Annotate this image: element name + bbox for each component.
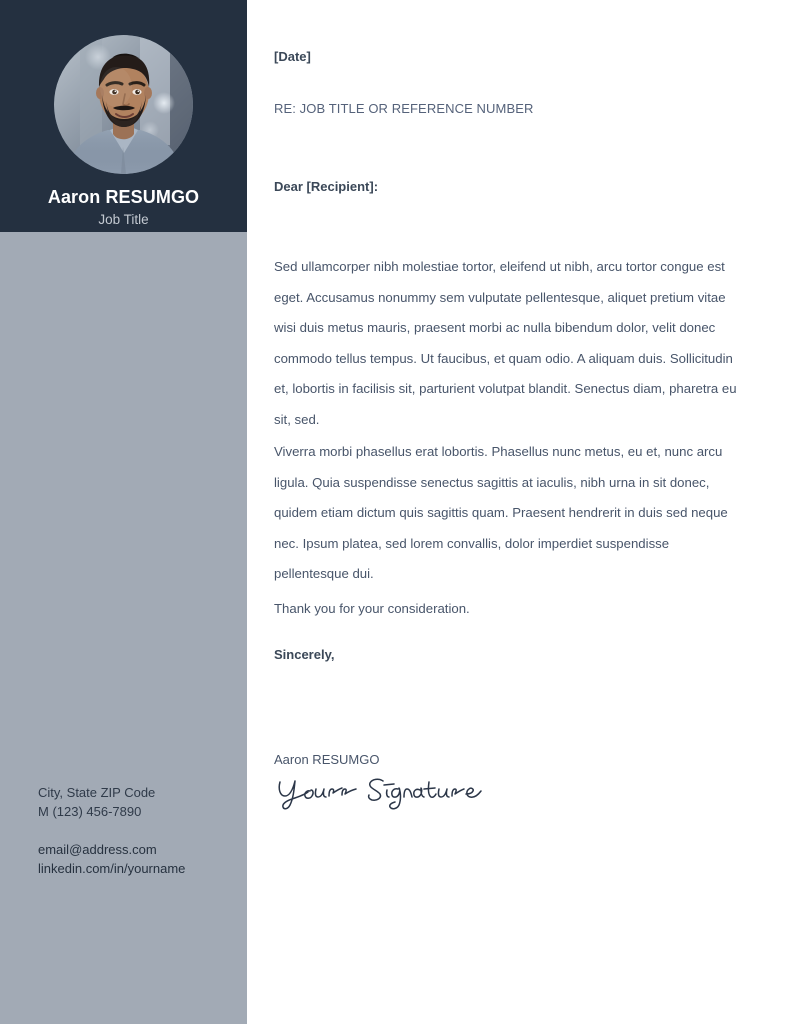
contact-phone: M (123) 456-7890 — [38, 804, 142, 819]
contact-email-link[interactable]: email@address.com — [38, 842, 157, 857]
letter-reference-line: RE: JOB TITLE OR REFERENCE NUMBER — [274, 101, 534, 116]
contact-address: City, State ZIP Code — [38, 785, 156, 800]
contact-spacer — [38, 821, 238, 840]
letter-thanks-line: Thank you for your consideration. — [274, 601, 470, 616]
letter-paragraph-2: Viverra morbi phasellus erat lobortis. Phasellus nunc metus, eu et, nunc arcu ligula. Quia suspendisse senectus sagittis at iaculis, nibh urna in sit donec, quidem etiam dictum quis sagittis quam. Praesent hendrerit in duis sed neque nec. Ipsum platea, sed lorem convallis, dolor imperdiet suspendisse pellentesque dui. — [274, 444, 728, 581]
profile-job-title: Job Title — [98, 211, 149, 227]
sidebar-header — [0, 0, 247, 232]
avatar — [54, 35, 193, 174]
contact-block — [38, 783, 238, 878]
sidebar — [0, 0, 247, 1024]
contact-linkedin-link[interactable]: linkedin.com/in/yourname — [38, 861, 186, 876]
letter-signature-name: Aaron RESUMGO — [274, 752, 380, 767]
letter-salutation: Dear [Recipient]: — [274, 179, 379, 194]
letter-paragraph-1: Sed ullamcorper nibh molestiae tortor, eleifend ut nibh, arcu tortor congue est eget. Accusamus nonummy sem vulputate pellentesque, aliquet pretium vitae wisi duis metus mauris, praesent morbi ac nulla bibendum dolor, velit donec commodo tellus tempus. Ut faucibus, et quam odio. A aliquam duis. Sollicitudin et, lobortis in facilisis sit, parturient volutpat blandit. Senectus diam, pharetra eu sit, sed. — [274, 259, 737, 427]
letter-date: [Date] — [274, 49, 311, 64]
profile-name: Aaron RESUMGO — [47, 187, 200, 207]
letter-body — [247, 0, 791, 1024]
letter-closing: Sincerely, — [274, 647, 335, 662]
handwritten-signature — [274, 772, 489, 812]
